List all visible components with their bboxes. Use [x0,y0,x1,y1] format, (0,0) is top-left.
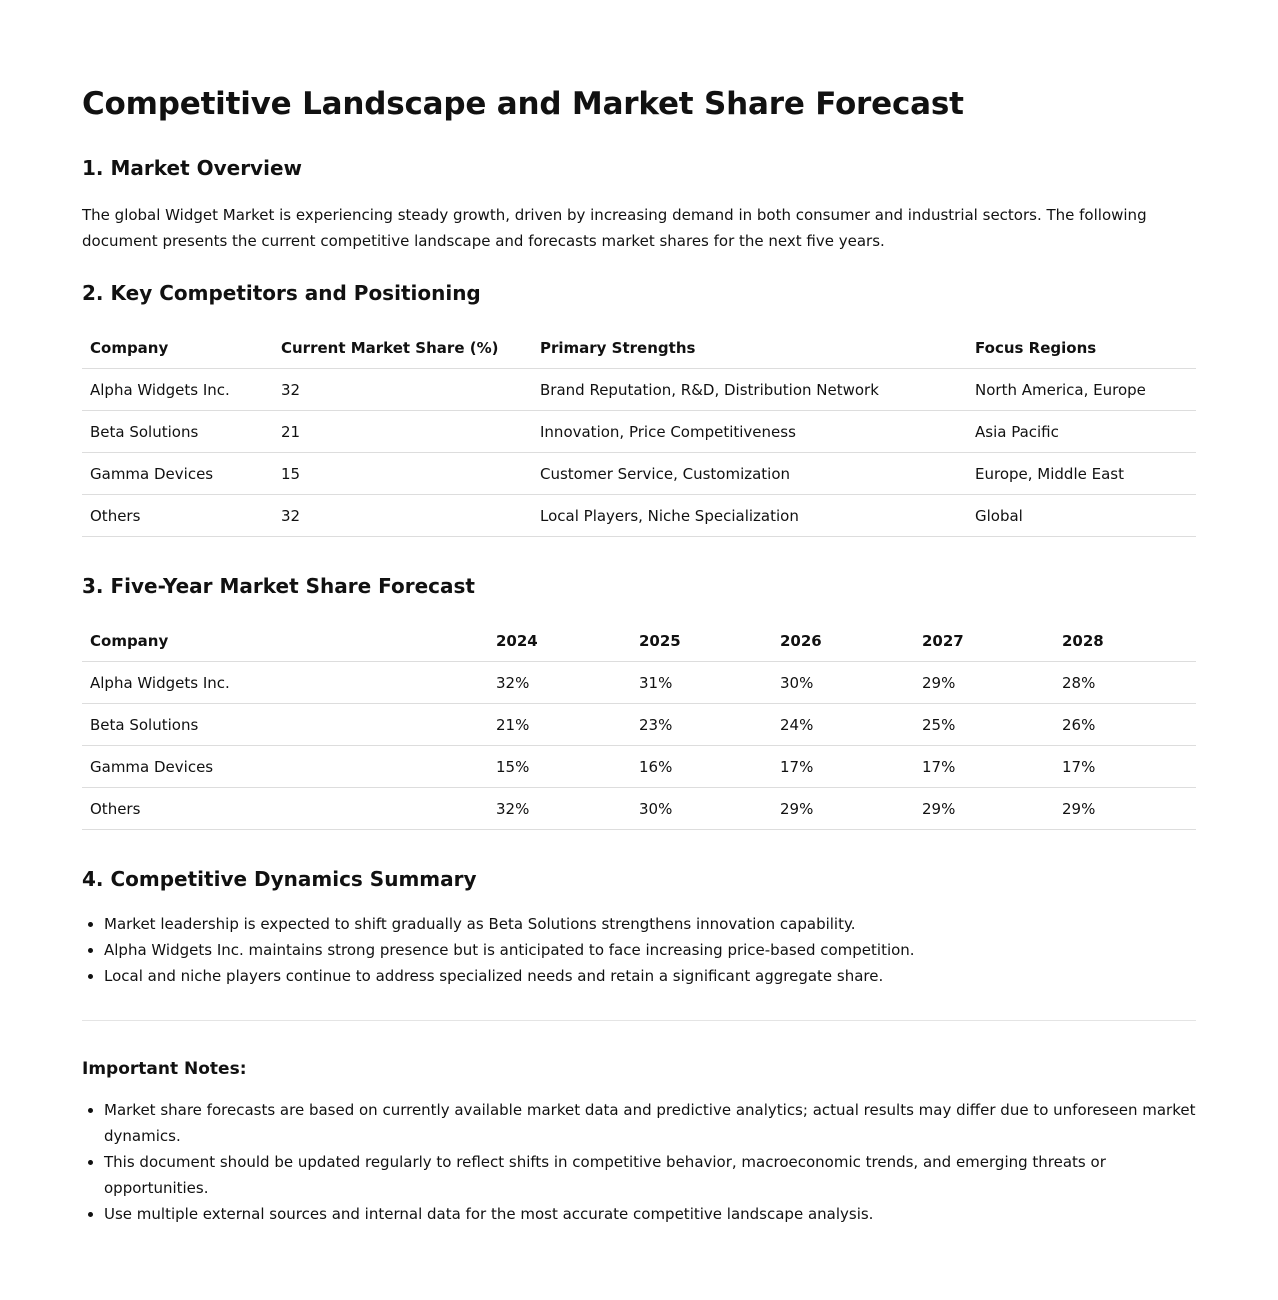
column-header: 2026 [772,620,914,662]
section-heading-key-competitors: 2. Key Competitors and Positioning [82,281,481,305]
table-cell: Local Players, Niche Specialization [532,495,967,537]
section-heading-dynamics-summary: 4. Competitive Dynamics Summary [82,867,477,891]
table-cell: Global [967,495,1196,537]
table-cell: 17% [1054,746,1196,788]
column-header: Current Market Share (%) [273,327,532,369]
table-row [82,704,1196,746]
table-cell: 32 [273,369,532,411]
list-item: • Local and niche players continue to address specialized needs and retain a significant aggregate share. [104,963,1196,989]
table-cell: 17% [914,746,1054,788]
table-cell: Europe, Middle East [967,453,1196,495]
column-header: 2027 [914,620,1054,662]
table-cell: 25% [914,704,1054,746]
table-cell: 29% [772,788,914,830]
list-item: • Alpha Widgets Inc. maintains strong presence but is anticipated to face increasing price-based competition. [104,937,1196,963]
summary-list [82,911,1196,989]
table-row [82,495,1196,537]
table-cell: 32% [488,662,631,704]
table-header-row [82,620,1196,662]
table-cell: 28% [1054,662,1196,704]
column-header: Company [82,620,488,662]
table-cell: 24% [772,704,914,746]
table-cell: 15% [488,746,631,788]
list-item: • Market leadership is expected to shift gradually as Beta Solutions strengthens innovation capability. [104,911,1196,937]
table-cell: Gamma Devices [82,746,488,788]
table-cell: Asia Pacific [967,411,1196,453]
table-cell: Beta Solutions [82,411,273,453]
section-heading-forecast: 3. Five-Year Market Share Forecast [82,574,475,598]
column-header: Primary Strengths [532,327,967,369]
table-row [82,453,1196,495]
table-cell: 32% [488,788,631,830]
table-cell: Others [82,788,488,830]
table-cell: North America, Europe [967,369,1196,411]
list-item: • Market share forecasts are based on currently available market data and predictive analytics; actual results may differ due to unforeseen market dynamics. [104,1097,1196,1149]
market-overview-paragraph: The global Widget Market is experiencing steady growth, driven by increasing demand in both consumer and industrial sectors. The following document presents the current competitive landscape and forecasts market shares for the next five years. [82,206,1147,250]
table-cell: 29% [1054,788,1196,830]
list-item: • Use multiple external sources and internal data for the most accurate competitive landscape analysis. [104,1201,1196,1227]
table-cell: 31% [631,662,772,704]
table-header-row [82,327,1196,369]
table-row [82,662,1196,704]
table-cell: 29% [914,662,1054,704]
column-header: 2025 [631,620,772,662]
table-cell: 15 [273,453,532,495]
table-cell: Alpha Widgets Inc. [82,662,488,704]
table-cell: 21 [273,411,532,453]
table-cell: 16% [631,746,772,788]
table-cell: 26% [1054,704,1196,746]
table-cell: Others [82,495,273,537]
table-row [82,746,1196,788]
notes-list [82,1097,1196,1227]
list-item: • This document should be updated regularly to reflect shifts in competitive behavior, macroeconomic trends, and emerging threats or opportunities. [104,1149,1196,1201]
table-cell: 23% [631,704,772,746]
table-cell: Beta Solutions [82,704,488,746]
notes-heading: Important Notes: [82,1059,247,1079]
section-heading-market-overview: 1. Market Overview [82,156,302,180]
table-row [82,369,1196,411]
table-cell: 32 [273,495,532,537]
table-cell: Brand Reputation, R&D, Distribution Network [532,369,967,411]
column-header: Company [82,327,273,369]
table-cell: 29% [914,788,1054,830]
document-page [82,0,1196,1227]
table-cell: 30% [772,662,914,704]
table-cell: 21% [488,704,631,746]
table-cell: Gamma Devices [82,453,273,495]
divider [82,1020,1196,1021]
table-cell: Customer Service, Customization [532,453,967,495]
column-header: Focus Regions [967,327,1196,369]
column-header: 2024 [488,620,631,662]
document-title: Competitive Landscape and Market Share Forecast [82,86,964,122]
table-row [82,788,1196,830]
forecast-table [82,620,1196,830]
competitors-table [82,327,1196,537]
table-cell: Innovation, Price Competitiveness [532,411,967,453]
table-cell: 30% [631,788,772,830]
column-header: 2028 [1054,620,1196,662]
table-row [82,411,1196,453]
table-cell: Alpha Widgets Inc. [82,369,273,411]
table-cell: 17% [772,746,914,788]
